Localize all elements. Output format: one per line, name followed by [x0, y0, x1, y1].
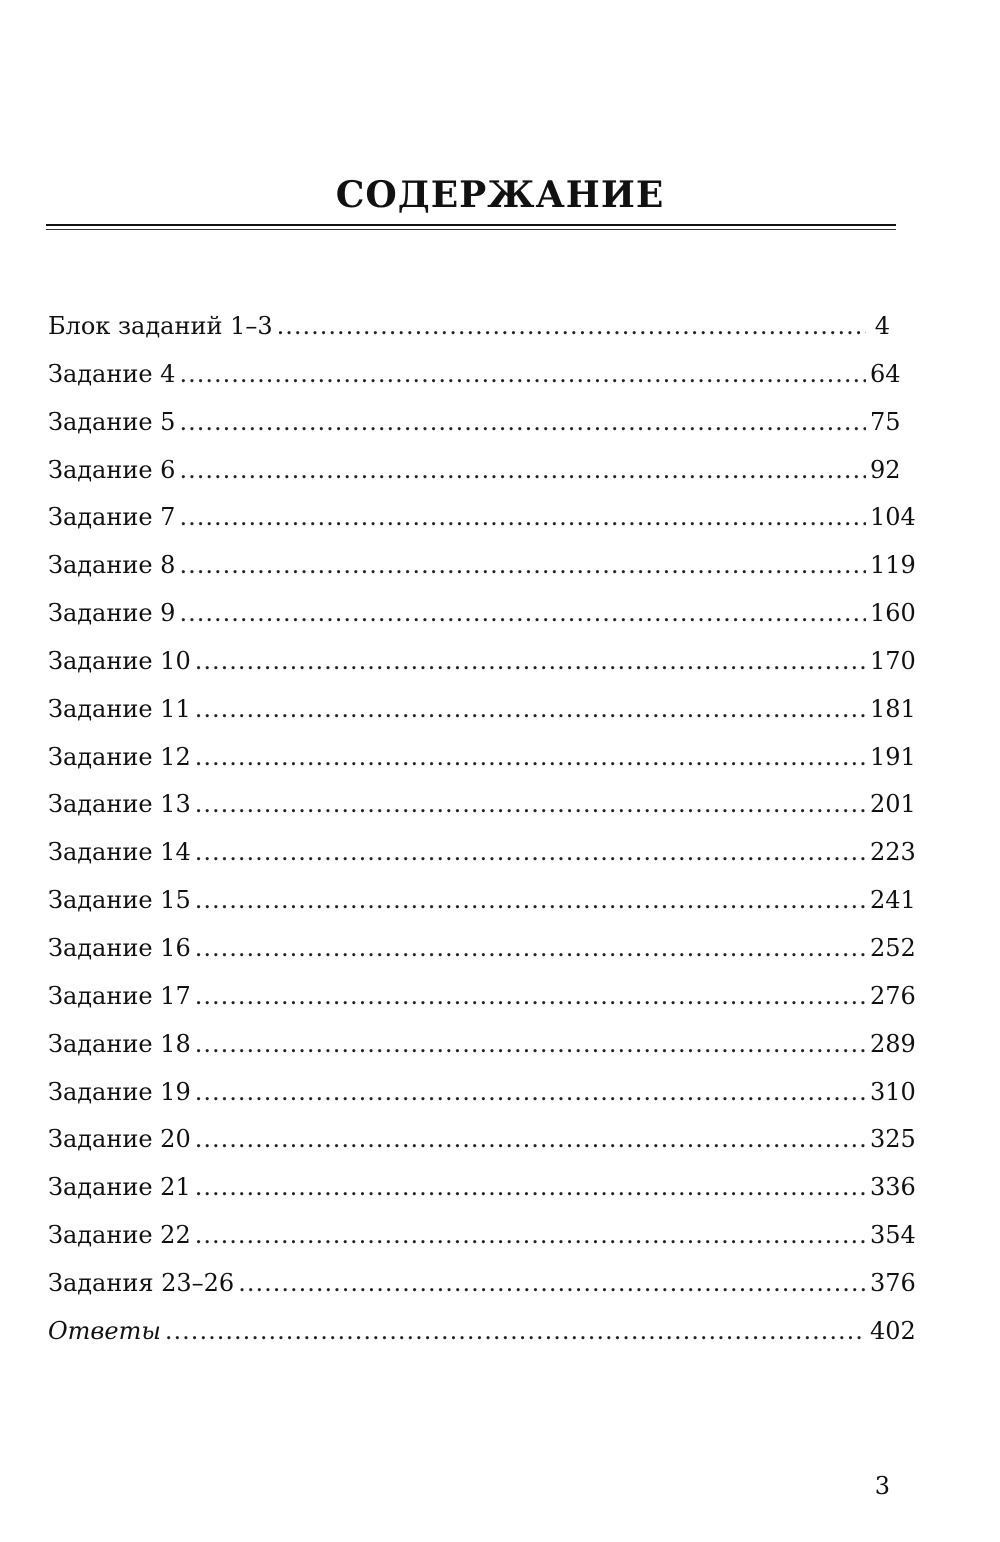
toc-entry-label: Задание 18 — [48, 1029, 191, 1058]
toc-entry-page: 252 — [870, 933, 916, 962]
toc-entry-page: 104 — [870, 503, 916, 532]
toc-entry-label: Задания 23–26 — [48, 1268, 235, 1297]
toc-dot-leader — [195, 1021, 866, 1069]
toc-dot-leader — [195, 638, 866, 686]
toc-entry-label: Задание 7 — [48, 503, 176, 532]
toc-entry[interactable] — [48, 542, 916, 590]
toc-dot-leader — [195, 734, 866, 782]
toc-entry-label: Задание 17 — [48, 981, 191, 1010]
title-double-rule — [46, 224, 896, 232]
toc-dot-leader — [195, 925, 866, 973]
toc-entry-page: 181 — [870, 694, 916, 723]
page-title: СОДЕРЖАНИЕ — [335, 174, 665, 216]
toc-entry-page: 289 — [870, 1029, 916, 1058]
toc-entry-page: 160 — [870, 599, 916, 628]
toc-entry-page: 276 — [870, 981, 916, 1010]
toc-entry-label: Задание 4 — [48, 359, 176, 388]
toc-entry[interactable] — [48, 829, 916, 877]
toc-dot-leader — [179, 590, 866, 638]
toc-entry[interactable] — [48, 1116, 916, 1164]
toc-entry[interactable] — [48, 399, 901, 447]
toc-entry-page: 354 — [870, 1221, 916, 1250]
toc-entry[interactable] — [48, 973, 916, 1021]
toc-dot-leader — [195, 973, 866, 1021]
toc-entry-page: 402 — [870, 1316, 916, 1345]
toc-entry-page: 336 — [870, 1173, 916, 1202]
table-of-contents — [48, 303, 916, 1356]
toc-entry[interactable] — [48, 1069, 916, 1117]
toc-entry[interactable] — [48, 781, 916, 829]
toc-entry-page: 92 — [870, 455, 901, 484]
page-number: 3 — [874, 1472, 890, 1500]
toc-entry-page: 119 — [870, 551, 916, 580]
toc-entry-label: Задание 22 — [48, 1221, 191, 1250]
toc-entry-label: Задание 11 — [48, 694, 191, 723]
toc-entry-page: 191 — [870, 742, 916, 771]
toc-entry-page: 310 — [870, 1077, 916, 1106]
toc-dot-leader — [179, 542, 866, 590]
toc-entry-page: 241 — [870, 886, 916, 915]
toc-entry-label: Задание 15 — [48, 886, 191, 915]
toc-entry-label: Задание 8 — [48, 551, 176, 580]
toc-entry-page: 170 — [870, 646, 916, 675]
toc-dot-leader — [179, 447, 866, 495]
toc-entry-label: Задание 21 — [48, 1173, 191, 1202]
toc-entry-page: 201 — [870, 790, 916, 819]
toc-entry[interactable] — [48, 351, 901, 399]
toc-dot-leader — [195, 829, 866, 877]
toc-entry-label: Задание 13 — [48, 790, 191, 819]
toc-entry-label: Задание 19 — [48, 1077, 191, 1106]
toc-entry[interactable] — [48, 1308, 916, 1356]
toc-entry[interactable] — [48, 447, 901, 495]
toc-entry-label: Задание 9 — [48, 599, 176, 628]
toc-entry-label: Задание 12 — [48, 742, 191, 771]
toc-entry-page: 64 — [870, 359, 901, 388]
toc-entry[interactable] — [48, 303, 890, 351]
toc-dot-leader — [238, 1260, 866, 1308]
toc-dot-leader — [179, 351, 866, 399]
toc-entry[interactable] — [48, 686, 916, 734]
toc-dot-leader — [165, 1308, 866, 1356]
toc-dot-leader — [195, 877, 866, 925]
title-rule-thin — [46, 229, 896, 230]
toc-entry[interactable] — [48, 925, 916, 973]
toc-dot-leader — [195, 781, 866, 829]
toc-entry-page: 325 — [870, 1125, 916, 1154]
toc-dot-leader — [195, 1212, 866, 1260]
toc-entry-page: 376 — [870, 1268, 916, 1297]
toc-entry-label: Задание 16 — [48, 933, 191, 962]
toc-dot-leader — [195, 1069, 866, 1117]
toc-entry[interactable] — [48, 494, 916, 542]
toc-entry[interactable] — [48, 1164, 916, 1212]
toc-entry[interactable] — [48, 638, 916, 686]
toc-dot-leader — [195, 686, 866, 734]
toc-entry-label: Задание 20 — [48, 1125, 191, 1154]
toc-entry[interactable] — [48, 1021, 916, 1069]
toc-entry[interactable] — [48, 590, 916, 638]
toc-entry-label: Ответы — [48, 1316, 161, 1345]
toc-entry-label: Задание 5 — [48, 407, 176, 436]
title-rule-thick — [46, 224, 896, 226]
toc-entry[interactable] — [48, 1260, 916, 1308]
toc-dot-leader — [277, 303, 866, 351]
toc-entry-page: 4 — [874, 312, 890, 340]
toc-entry[interactable] — [48, 734, 916, 782]
toc-entry-label: Задание 10 — [48, 646, 191, 675]
toc-dot-leader — [195, 1164, 866, 1212]
toc-dot-leader — [179, 399, 866, 447]
toc-dot-leader — [179, 494, 866, 542]
toc-entry[interactable] — [48, 877, 916, 925]
toc-entry-page: 75 — [870, 407, 901, 436]
toc-entry-label: Блок заданий 1–3 — [48, 312, 273, 340]
toc-entry-label: Задание 6 — [48, 455, 176, 484]
toc-dot-leader — [195, 1116, 866, 1164]
toc-entry[interactable] — [48, 1212, 916, 1260]
toc-entry-label: Задание 14 — [48, 838, 191, 867]
toc-entry-page: 223 — [870, 838, 916, 867]
